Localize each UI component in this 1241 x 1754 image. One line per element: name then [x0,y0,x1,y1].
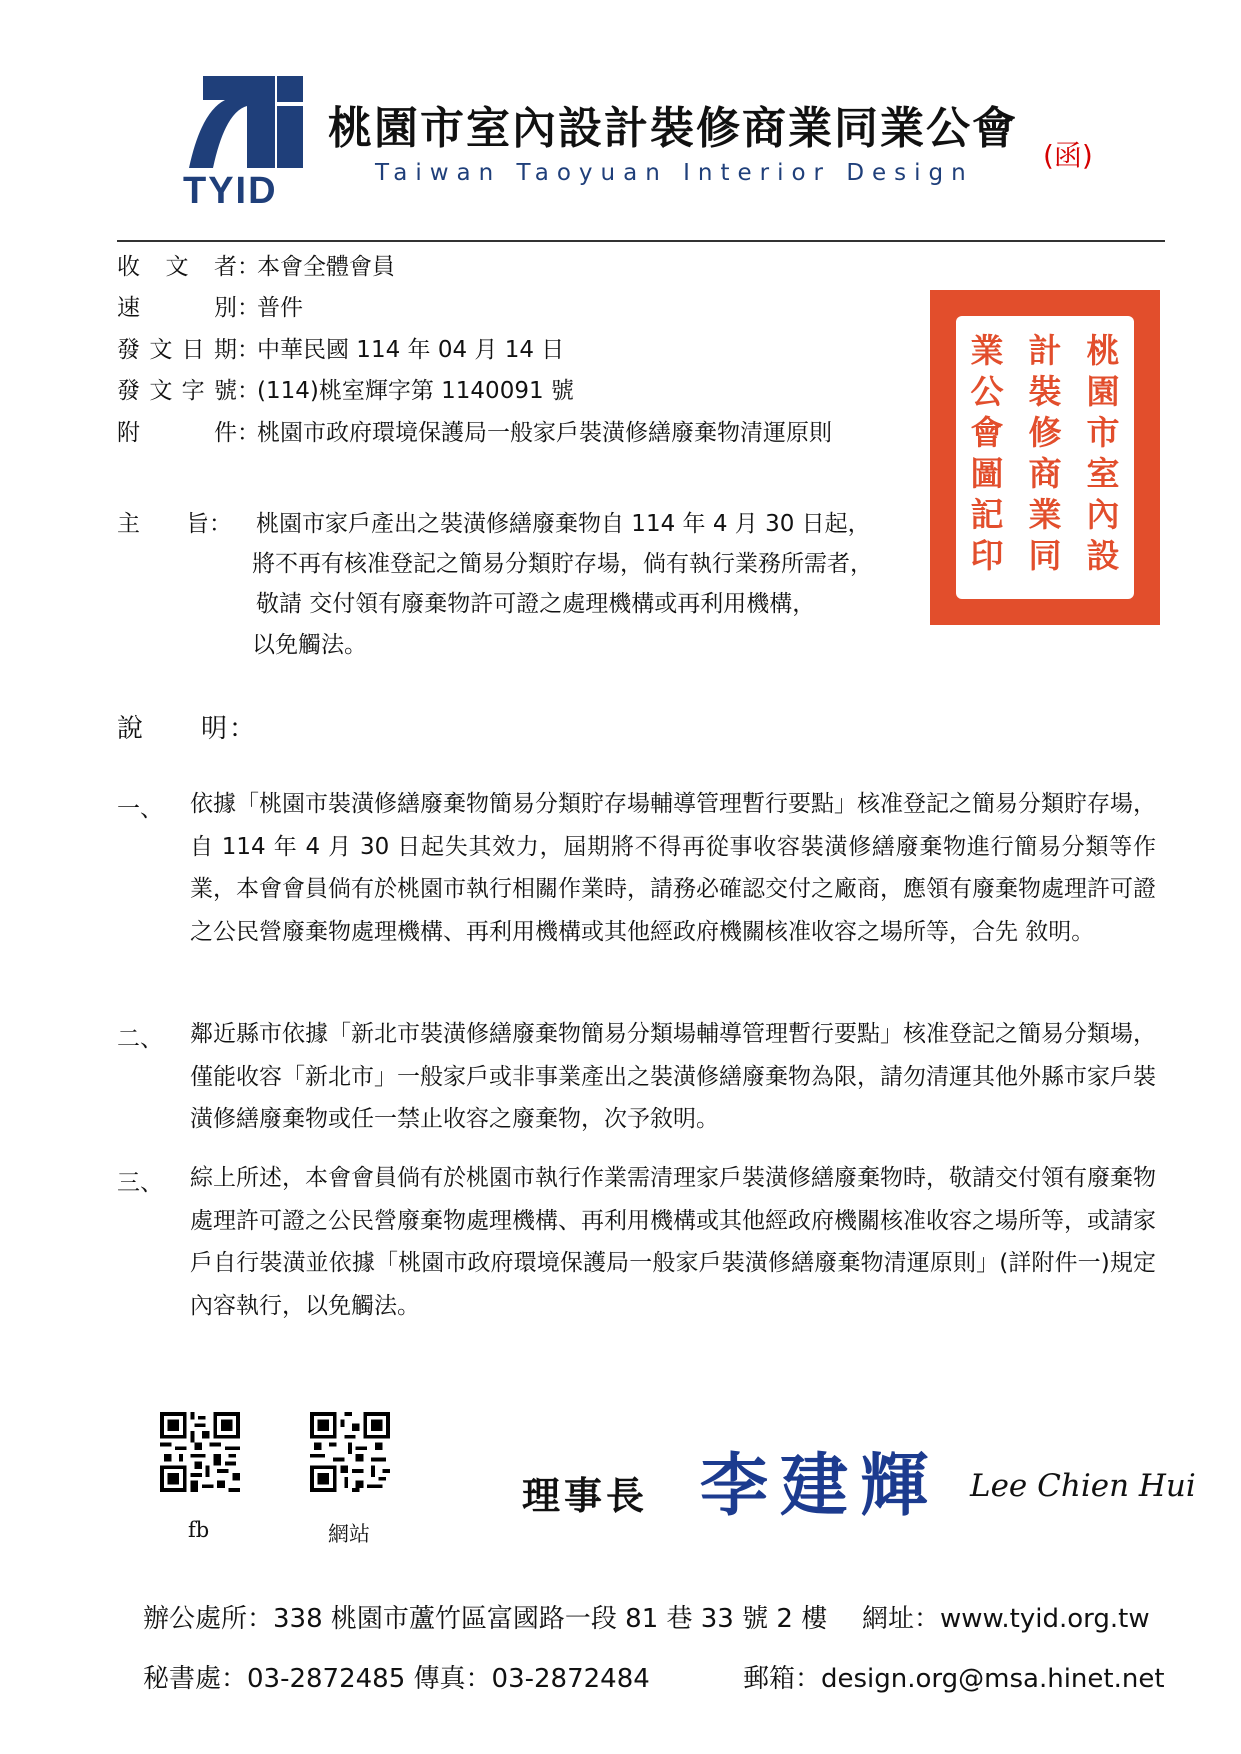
subject-line: 將不再有核准登記之簡易分類貯存場，倘有執行業務所需者， [252,551,873,577]
meta-priority: 速別：普件 [117,295,303,321]
meta-recipient: 收文者：本會全體會員 [117,254,395,280]
explanation-label: 說 明： [117,714,258,744]
subject-label: 主 旨： [117,511,232,537]
item-text: 鄰近縣市依據「新北市裝潢修繕廢棄物簡易分類場輔導管理暫行要點」核准登記之簡易分類場，僅能收容「新北市」一般家戶或非事業產出之裝潢修繕廢棄物為限，請勿清運其他外縣市家戶裝潢修繕廢棄物或任一禁止收容之廢棄物，次予敘明。 [190,1021,1156,1132]
phone-fax: 秘書處：03-2872485 傳真：03-2872484 [143,1664,650,1694]
item-number: 三、 [117,1170,163,1196]
meta-label: 發文字號 [117,378,237,404]
chairman-title: 理事長 [522,1473,649,1518]
meta-value: 普件 [257,295,303,321]
website-link[interactable]: 網址：www.tyid.org.tw [862,1604,1150,1634]
logo-text: TYID [183,170,278,212]
item-number: 二、 [117,1026,163,1052]
meta-label: 附件 [117,420,237,446]
email-link[interactable]: 郵箱：design.org@msa.hinet.net [743,1664,1165,1694]
meta-value: 中華民國 114 年 04 月 14 日 [257,337,565,363]
item-text: 依據「桃園市裝潢修繕廢棄物簡易分類貯存場輔導管理暫行要點」核准登記之簡易分類貯存場，自 114 年 4 月 30 日起失其效力，屆期將不得再從事收容裝潢修繕廢棄物進行簡易分類等作業，本會會員倘有於桃園市執行相關作業時，請務必確認交付之廠商，應領有廢棄物處理許可證之公民營廢棄物處理機構、再利用機構或其他經政府機關核准收容之場所等，合先 敘明。 [190,791,1156,945]
chairman-signature: 李建輝 [700,1446,941,1526]
header-divider [117,240,1165,242]
meta-value: (114)桃室輝字第 1140091 號 [257,378,574,404]
item-number: 一、 [117,796,163,822]
office-address: 辦公處所：338 桃園市蘆竹區富國路一段 81 巷 33 號 2 樓 [143,1604,828,1634]
meta-label: 發文日期 [117,337,237,363]
meta-label: 收文者 [117,254,237,280]
subject-line: 敬請 交付領有廢棄物許可證之處理機構或再利用機構， [256,591,816,617]
subject-line: 桃園市家戶產出之裝潢修繕廢棄物自 114 年 4 月 30 日起， [256,511,871,537]
qr-caption: fb [188,1518,210,1542]
org-name-en: Taiwan Taoyuan Interior Design [375,160,974,186]
official-seal: 桃 園 市 室 內 設 計 裝 修 商 業 同 業 公 會 圖 記 印 [930,290,1160,625]
meta-doc-number: 發文字號：(114)桃室輝字第 1140091 號 [117,378,574,404]
meta-date: 發文日期：中華民國 114 年 04 月 14 日 [117,337,565,363]
meta-value: 桃園市政府環境保護局一般家戶裝潢修繕廢棄物清運原則 [257,420,832,446]
meta-attachment: 附件：桃園市政府環境保護局一般家戶裝潢修繕廢棄物清運原則 [117,420,832,446]
qr-caption: 網站 [328,1522,370,1546]
website-qr-code[interactable] [310,1412,390,1492]
subject-line: 以免觸法。 [252,632,367,658]
org-name: 桃園市室內設計裝修商業同業公會 [328,103,1018,154]
document-type: (函) [1043,139,1093,172]
tyid-logo [185,72,305,212]
meta-value: 本會全體會員 [257,254,395,280]
fb-qr-code[interactable] [160,1412,240,1492]
chairman-signature-en: Lee Chien Hui [970,1468,1196,1504]
item-text: 綜上所述，本會會員倘有於桃園市執行作業需清理家戶裝潢修繕廢棄物時，敬請交付領有廢棄物處理許可證之公民營廢棄物處理機構、再利用機構或其他經政府機關核准收容之場所等，或請家戶自行裝潢並依據「桃園市政府環境保護局一般家戶裝潢修繕廢棄物清運原則」(詳附件一)規定內容執行，以免觸法。 [190,1165,1156,1319]
meta-label: 速別 [117,295,237,321]
